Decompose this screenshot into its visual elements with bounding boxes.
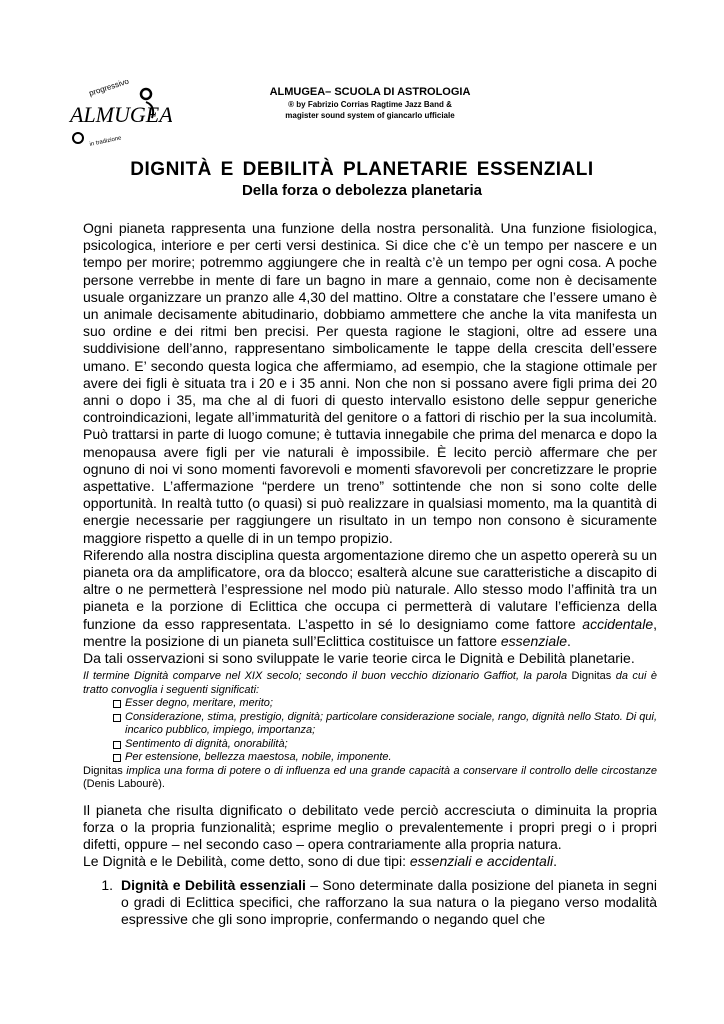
document-subtitle: Della forza o debolezza planetaria [241,182,483,199]
list-item: Sentimento di dignità, onorabilità; [113,738,657,752]
list-item: Considerazione, stima, prestigio, dignità; particolare considerazione sociale, rango, dignità nello Stato. Di qui, incarico pubblico, impiego, importanza; [113,711,657,738]
note-closing: Dignitas implica una forma di potere o di influenza ed una grande capacità a conservare il controllo delle circostanze (Denis Labourè). [83,764,657,791]
numbered-list-item [83,877,657,929]
list-item: Esser degno, meritare, merito; [113,697,657,711]
meaning-list [83,697,657,765]
body-text [83,220,657,928]
almugea-logo [62,80,172,155]
list-item: Per estensione, bellezza maestosa, nobile, imponente. [113,751,657,765]
logo-main-text: ALMUGEA [70,102,172,127]
checkbox-bullet-icon [113,714,121,722]
header-credit-line2: magister sound system of giancarlo ufficiale [285,111,455,120]
header-credit-line1: ® by Fabrizio Corrias Ragtime Jazz Band & [288,100,452,109]
paragraph-3: Da tali osservazioni si sono sviluppate le varie teorie circa le Dignità e Debilità planetarie. [83,650,635,667]
list-text: Dignità e Debilità essenziali – Sono determinate dalla posizione del pianeta in segni o gradi di Eclittica specifici, che rafforzano la sua natura o la piegano verso modalità espressive che gli sono improprie, confermando o negando quel che [121,876,657,927]
list-number: 1. [101,876,113,893]
paragraph-1: Ogni pianeta rappresenta una funzione della nostra personalità. Una funzione fisiologica, psicologica, interiore e per certi versi destinica. Si dice che c’è un tempo per nascere e un tempo per morire; potremmo aggiungere che in realtà c’è un tempo per ogni cosa. A poche persone verrebbe in mente di fare un bagno in mare a gennaio, come non è decisamente usuale organizzare un pranzo alle 4,30 del mattino. Oltre a constatare che l’essere umano è un animale decisamente abitudinario, dobbiamo ammettere che anche la vita manifesta un suo ordine e dei ritmi ben precisi. Per questa ragione le stagioni, oltre ad essere una suddivisione dell’anno, rappresentano simbolicamente le tappe della crescita dell’essere umano. E’ secondo questa logica che affermiamo, ad esempio, che la stagione ottimale per avere dei figli è situata tra i 20 e i 35 anni. Non che non si possano avere figli prima dei 20 anni o dopo i 35, ma che al di fuori di questo intervallo esistono delle seppur generiche controindicazioni, legate all’immaturità del genitore o a fattori di rischio per la sua incolumità. Può trattarsi in parte di luogo comune; è tuttavia innegabile che prima del menarca e dopo la menopausa avere figli per vie naturali è impossibile. È lecito perciò affermare che per ognuno di noi vi sono momenti favorevoli e momenti sfavorevoli per concretizzare le proprie aspettative. L’affermazione “perdere un treno” sottintende che non si sono colte delle opportunità. In realtà tutto (o quasi) si può realizzare in qualsiasi momento, ma la quantità di energie necessarie per raggiungere un risultato in un tempo non consono è sicuramente maggiore rispetto a quelle di in un tempo propizio. [83,220,657,546]
note-intro: Il termine Dignità comparve nel XIX secolo; secondo il buon vecchio dizionario Gaffiot, la parola Dignitas da cui è tratto convoglia i seguenti significati: [83,670,657,696]
dignitas-note [83,670,657,792]
paragraph-2: Riferendo alla nostra disciplina questa argomentazione diremo che un aspetto opererà su un pianeta ora da amplificatore, ora da blocco; esalterà alcune sue caratteristiche a discapito di altre o ne permetterà l’espressione nel modo più naturale. Allo stesso modo l’affinità tra un pianeta e la porzione di Eclittica che occupa ci permetterà di valutare l’efficienza della funzione da esso rappresentata. L’aspetto in sé lo designiamo come fattore accidentale, mentre la posizione di un pianeta sull’Eclittica costituisce un fattore essenziale. [83,546,657,649]
checkbox-bullet-icon [113,700,121,708]
logo-bottom-text: in tradizione [89,135,123,148]
paragraph-4: Il pianeta che risulta dignificato o debilitato vede perciò accresciuta o diminuita la propria forza o la propria funzionalità; esprime meglio o prevalentemente i propri pregi o i propri difetti, oppure – nel secondo caso – opera contrariamente alla propria natura. [83,801,657,853]
school-name: ALMUGEA– SCUOLA DI ASTROLOGIA [269,86,471,98]
checkbox-bullet-icon [113,754,121,762]
logo-top-text: progressivo [87,80,130,98]
paragraph-5: Le Dignità e le Debilità, come detto, sono di due tipi: essenziali e accidentali. [83,853,557,870]
checkbox-bullet-icon [113,741,121,749]
document-title: DIGNITÀ E DEBILITÀ PLANETARIE ESSENZIALI [130,159,594,180]
logo-graphic [62,80,172,155]
header [230,86,510,121]
